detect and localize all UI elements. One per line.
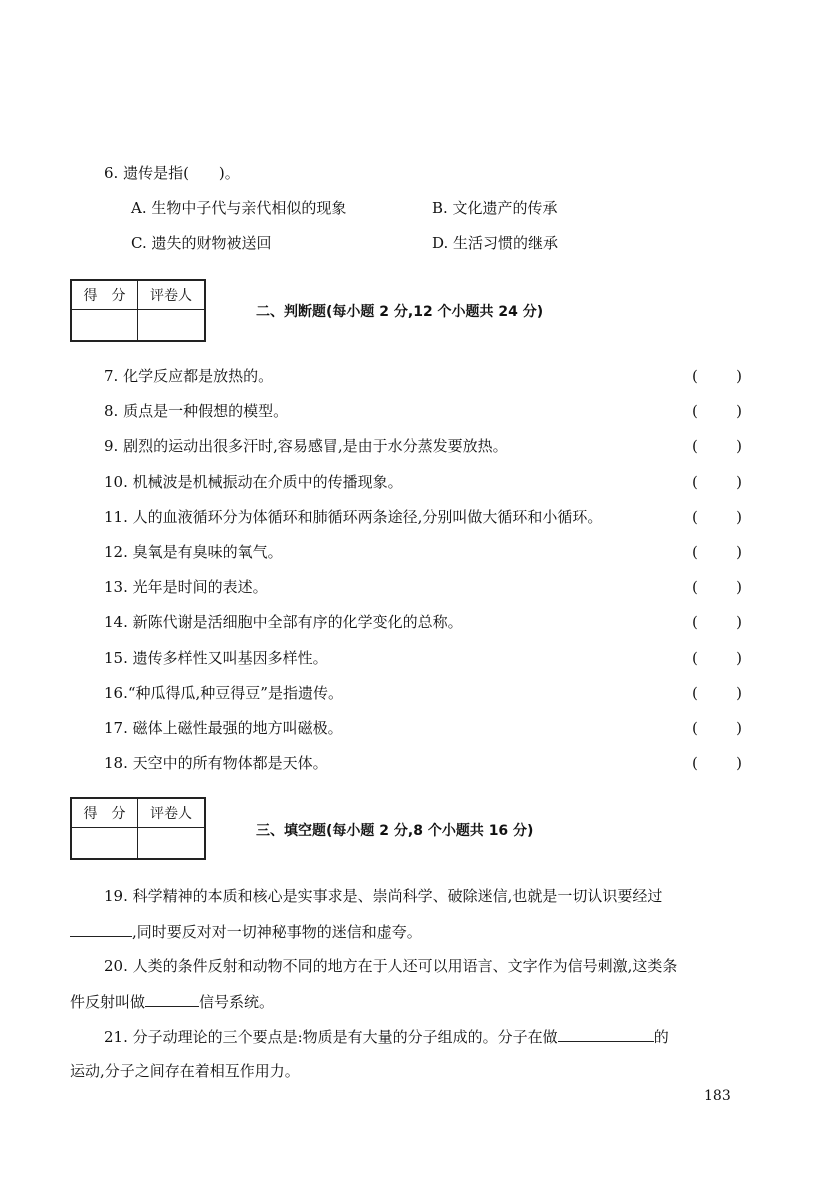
page-number: 183: [704, 1088, 731, 1104]
q6-option-a: A. 生物中子代与亲代相似的现象: [131, 199, 347, 217]
q20-line1: 20. 人类的条件反射和动物不同的地方在于人还可以用语言、文字作为信号刺激,这类条: [104, 957, 678, 975]
judgment-item: 8. 质点是一种假想的模型。: [104, 402, 289, 420]
score-box: [70, 279, 206, 342]
answer-blank[interactable]: [70, 921, 132, 937]
judgment-item: 12. 臭氧是有臭味的氧气。: [104, 543, 283, 561]
judgment-item: 13. 光年是时间的表述。: [104, 578, 268, 596]
answer-blank[interactable]: [558, 1026, 654, 1042]
grader-label: 评卷人: [150, 806, 192, 822]
judgment-item: 17. 磁体上磁性最强的地方叫磁极。: [104, 719, 343, 737]
judgment-item: 15. 遗传多样性又叫基因多样性。: [104, 649, 328, 667]
q6-option-b: B. 文化遗产的传承: [432, 199, 558, 217]
q21-line2: 运动,分子之间存在着相互作用力。: [70, 1062, 300, 1080]
q6-option-c: C. 遗失的财物被送回: [131, 234, 272, 252]
score-label: 得 分: [83, 288, 126, 304]
score-label: 得 分: [83, 806, 126, 822]
judgment-item: 18. 天空中的所有物体都是天体。: [104, 754, 328, 772]
grader-label: 评卷人: [150, 288, 192, 304]
section3-title: 三、填空题(每小题 2 分,8 个小题共 16 分): [256, 823, 534, 839]
judgment-item: 10. 机械波是机械振动在介质中的传播现象。: [104, 473, 403, 491]
q6-option-d: D. 生活习惯的继承: [432, 234, 559, 252]
q20-line2: 件反射叫做 信号系统。: [70, 993, 275, 1011]
q19-line2: ,同时要反对对一切神秘事物的迷信和虚夸。: [70, 921, 422, 942]
score-box: [70, 797, 206, 860]
q6-stem: 6. 遗传是指( )。: [104, 164, 240, 182]
judgment-item: 14. 新陈代谢是活细胞中全部有序的化学变化的总称。: [104, 613, 463, 631]
q19-line1: 19. 科学精神的本质和核心是实事求是、崇尚科学、破除迷信,也就是一切认识要经过: [104, 887, 663, 905]
q21-line1: 21. 分子动理论的三个要点是:物质是有大量的分子组成的。分子在做 的: [104, 1028, 669, 1046]
section2-title: 二、判断题(每小题 2 分,12 个小题共 24 分): [256, 304, 544, 320]
answer-blank[interactable]: [145, 991, 199, 1007]
judgment-item: 11. 人的血液循环分为体循环和肺循环两条途径,分别叫做大循环和小循环。: [104, 508, 603, 526]
judgment-item: 9. 剧烈的运动出很多汗时,容易感冒,是由于水分蒸发要放热。: [104, 437, 508, 455]
judgment-item: 7. 化学反应都是放热的。: [104, 367, 274, 385]
judgment-item: 16.“种瓜得瓜,种豆得豆”是指遗传。: [104, 684, 343, 702]
